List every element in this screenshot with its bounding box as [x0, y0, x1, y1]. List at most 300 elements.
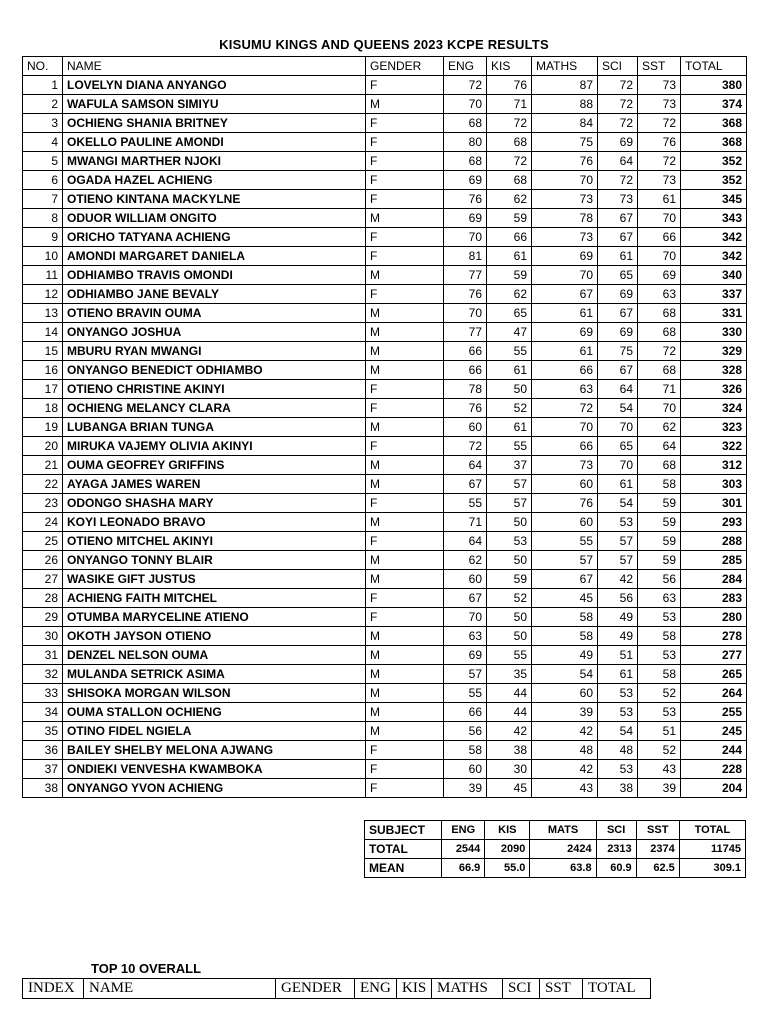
cell-total: 204 — [681, 779, 747, 798]
cell-kis: 52 — [487, 589, 532, 608]
cell-kis: 55 — [487, 437, 532, 456]
table-row — [23, 589, 747, 608]
summary-total-eng: 2544 — [442, 840, 485, 859]
cell-name: OTINO FIDEL NGIELA — [63, 722, 366, 741]
cell-sst: 70 — [638, 209, 681, 228]
cell-maths: 87 — [532, 76, 598, 95]
table-row — [23, 703, 747, 722]
cell-gender: M — [366, 570, 444, 589]
cell-no: 11 — [23, 266, 63, 285]
top10-table — [22, 978, 651, 999]
cell-sst: 68 — [638, 323, 681, 342]
cell-sci: 61 — [598, 475, 638, 494]
cell-eng: 71 — [444, 513, 487, 532]
cell-kis: 37 — [487, 456, 532, 475]
cell-maths: 70 — [532, 418, 598, 437]
cell-no: 2 — [23, 95, 63, 114]
cell-sst: 53 — [638, 703, 681, 722]
cell-sst: 52 — [638, 741, 681, 760]
cell-no: 7 — [23, 190, 63, 209]
cell-sst: 70 — [638, 399, 681, 418]
cell-name: ORICHO TATYANA ACHIENG — [63, 228, 366, 247]
cell-kis: 47 — [487, 323, 532, 342]
summary-mean-mats: 63.8 — [530, 859, 596, 878]
cell-sst: 39 — [638, 779, 681, 798]
cell-eng: 66 — [444, 342, 487, 361]
table-row — [23, 779, 747, 798]
col-header-total: TOTAL — [681, 57, 747, 76]
cell-total: 368 — [681, 133, 747, 152]
cell-no: 9 — [23, 228, 63, 247]
cell-sci: 67 — [598, 228, 638, 247]
cell-sci: 49 — [598, 627, 638, 646]
cell-total: 255 — [681, 703, 747, 722]
table-row — [23, 76, 747, 95]
cell-eng: 77 — [444, 323, 487, 342]
subject-summary-table — [364, 820, 746, 878]
table-row — [23, 171, 747, 190]
table-row — [23, 247, 747, 266]
cell-maths: 78 — [532, 209, 598, 228]
cell-eng: 70 — [444, 304, 487, 323]
cell-sst: 68 — [638, 304, 681, 323]
cell-eng: 57 — [444, 665, 487, 684]
table-row — [23, 418, 747, 437]
table-row — [23, 551, 747, 570]
table-row — [23, 494, 747, 513]
cell-maths: 66 — [532, 437, 598, 456]
cell-no: 15 — [23, 342, 63, 361]
summary-total-label: TOTAL — [365, 840, 442, 859]
cell-no: 12 — [23, 285, 63, 304]
table-row — [23, 475, 747, 494]
cell-total: 343 — [681, 209, 747, 228]
summary-header-kis: KIS — [485, 821, 530, 840]
top10-col-maths: MATHS — [432, 979, 503, 999]
cell-maths: 55 — [532, 532, 598, 551]
cell-total: 264 — [681, 684, 747, 703]
table-row — [23, 665, 747, 684]
cell-total: 303 — [681, 475, 747, 494]
cell-maths: 42 — [532, 760, 598, 779]
table-row — [23, 570, 747, 589]
cell-name: ODONGO SHASHA MARY — [63, 494, 366, 513]
summary-total-total: 11745 — [679, 840, 745, 859]
cell-kis: 59 — [487, 570, 532, 589]
table-row — [23, 437, 747, 456]
cell-gender: M — [366, 551, 444, 570]
col-header-maths: MATHS — [532, 57, 598, 76]
cell-gender: F — [366, 760, 444, 779]
cell-eng: 55 — [444, 684, 487, 703]
cell-kis: 35 — [487, 665, 532, 684]
cell-no: 31 — [23, 646, 63, 665]
table-row — [23, 646, 747, 665]
col-header-kis: KIS — [487, 57, 532, 76]
cell-total: 330 — [681, 323, 747, 342]
cell-gender: F — [366, 494, 444, 513]
cell-gender: M — [366, 323, 444, 342]
cell-sst: 53 — [638, 646, 681, 665]
cell-sst: 69 — [638, 266, 681, 285]
cell-name: OGADA HAZEL ACHIENG — [63, 171, 366, 190]
cell-kis: 59 — [487, 209, 532, 228]
cell-maths: 72 — [532, 399, 598, 418]
cell-total: 368 — [681, 114, 747, 133]
table-row — [23, 380, 747, 399]
cell-sst: 63 — [638, 589, 681, 608]
cell-kis: 72 — [487, 114, 532, 133]
summary-mean-label: MEAN — [365, 859, 442, 878]
cell-kis: 59 — [487, 266, 532, 285]
cell-name: LOVELYN DIANA ANYANGO — [63, 76, 366, 95]
cell-name: OKOTH JAYSON OTIENO — [63, 627, 366, 646]
cell-sci: 75 — [598, 342, 638, 361]
cell-sst: 59 — [638, 494, 681, 513]
cell-eng: 69 — [444, 171, 487, 190]
cell-sci: 70 — [598, 418, 638, 437]
cell-eng: 70 — [444, 608, 487, 627]
cell-maths: 58 — [532, 627, 598, 646]
cell-sst: 73 — [638, 76, 681, 95]
cell-sst: 43 — [638, 760, 681, 779]
cell-kis: 55 — [487, 646, 532, 665]
cell-maths: 69 — [532, 247, 598, 266]
cell-gender: F — [366, 171, 444, 190]
cell-maths: 75 — [532, 133, 598, 152]
cell-gender: F — [366, 285, 444, 304]
top10-col-sci: SCI — [503, 979, 540, 999]
cell-sci: 53 — [598, 513, 638, 532]
cell-no: 37 — [23, 760, 63, 779]
cell-sci: 53 — [598, 760, 638, 779]
cell-eng: 69 — [444, 209, 487, 228]
cell-sst: 72 — [638, 152, 681, 171]
cell-eng: 68 — [444, 114, 487, 133]
cell-sst: 71 — [638, 380, 681, 399]
cell-no: 17 — [23, 380, 63, 399]
cell-sci: 42 — [598, 570, 638, 589]
cell-sci: 69 — [598, 133, 638, 152]
cell-name: AYAGA JAMES WAREN — [63, 475, 366, 494]
cell-gender: F — [366, 741, 444, 760]
cell-name: OTIENO CHRISTINE AKINYI — [63, 380, 366, 399]
cell-name: LUBANGA BRIAN TUNGA — [63, 418, 366, 437]
cell-total: 374 — [681, 95, 747, 114]
cell-sci: 61 — [598, 665, 638, 684]
cell-gender: M — [366, 361, 444, 380]
cell-sst: 58 — [638, 627, 681, 646]
cell-eng: 70 — [444, 95, 487, 114]
cell-eng: 63 — [444, 627, 487, 646]
cell-sci: 65 — [598, 437, 638, 456]
top10-title: TOP 10 OVERALL — [91, 961, 202, 976]
table-row — [23, 209, 747, 228]
cell-eng: 77 — [444, 266, 487, 285]
top10-col-kis: KIS — [397, 979, 432, 999]
cell-maths: 67 — [532, 570, 598, 589]
cell-name: MIRUKA VAJEMY OLIVIA AKINYI — [63, 437, 366, 456]
cell-kis: 72 — [487, 152, 532, 171]
cell-no: 16 — [23, 361, 63, 380]
table-row — [23, 513, 747, 532]
table-row — [23, 95, 747, 114]
cell-total: 283 — [681, 589, 747, 608]
summary-total-sst: 2374 — [636, 840, 679, 859]
cell-kis: 30 — [487, 760, 532, 779]
cell-gender: F — [366, 133, 444, 152]
cell-sci: 67 — [598, 209, 638, 228]
summary-header-eng: ENG — [442, 821, 485, 840]
table-row — [23, 741, 747, 760]
cell-sci: 54 — [598, 399, 638, 418]
cell-no: 22 — [23, 475, 63, 494]
summary-total-row — [365, 840, 746, 859]
table-row — [23, 760, 747, 779]
cell-eng: 72 — [444, 437, 487, 456]
cell-kis: 71 — [487, 95, 532, 114]
table-row — [23, 608, 747, 627]
cell-sst: 53 — [638, 608, 681, 627]
cell-name: ONYANGO JOSHUA — [63, 323, 366, 342]
cell-gender: M — [366, 513, 444, 532]
cell-no: 5 — [23, 152, 63, 171]
cell-gender: M — [366, 95, 444, 114]
cell-total: 293 — [681, 513, 747, 532]
cell-sst: 62 — [638, 418, 681, 437]
cell-sst: 76 — [638, 133, 681, 152]
cell-name: OTIENO MITCHEL AKINYI — [63, 532, 366, 551]
cell-total: 342 — [681, 247, 747, 266]
table-row — [23, 228, 747, 247]
cell-kis: 68 — [487, 133, 532, 152]
cell-name: ACHIENG FAITH MITCHEL — [63, 589, 366, 608]
cell-kis: 57 — [487, 494, 532, 513]
cell-sci: 53 — [598, 684, 638, 703]
summary-total-kis: 2090 — [485, 840, 530, 859]
cell-name: ONYANGO BENEDICT ODHIAMBO — [63, 361, 366, 380]
cell-maths: 73 — [532, 456, 598, 475]
cell-sst: 68 — [638, 361, 681, 380]
cell-maths: 54 — [532, 665, 598, 684]
table-row — [23, 684, 747, 703]
cell-no: 26 — [23, 551, 63, 570]
cell-sci: 54 — [598, 722, 638, 741]
cell-total: 329 — [681, 342, 747, 361]
cell-eng: 68 — [444, 152, 487, 171]
cell-total: 245 — [681, 722, 747, 741]
cell-sci: 72 — [598, 76, 638, 95]
col-header-sst: SST — [638, 57, 681, 76]
cell-no: 18 — [23, 399, 63, 418]
cell-eng: 60 — [444, 760, 487, 779]
cell-gender: F — [366, 532, 444, 551]
cell-sst: 51 — [638, 722, 681, 741]
cell-sst: 73 — [638, 95, 681, 114]
cell-eng: 72 — [444, 76, 487, 95]
cell-eng: 67 — [444, 475, 487, 494]
top10-col-gender: GENDER — [276, 979, 355, 999]
cell-sst: 56 — [638, 570, 681, 589]
cell-sst: 59 — [638, 532, 681, 551]
cell-no: 6 — [23, 171, 63, 190]
summary-mean-eng: 66.9 — [442, 859, 485, 878]
cell-kis: 76 — [487, 76, 532, 95]
cell-sst: 64 — [638, 437, 681, 456]
summary-total-mats: 2424 — [530, 840, 596, 859]
cell-total: 352 — [681, 171, 747, 190]
table-row — [23, 361, 747, 380]
cell-no: 30 — [23, 627, 63, 646]
cell-no: 13 — [23, 304, 63, 323]
cell-gender: F — [366, 589, 444, 608]
summary-header-total: TOTAL — [679, 821, 745, 840]
cell-sst: 70 — [638, 247, 681, 266]
cell-no: 28 — [23, 589, 63, 608]
cell-sci: 70 — [598, 456, 638, 475]
cell-total: 265 — [681, 665, 747, 684]
cell-name: OTIENO KINTANA MACKYLNE — [63, 190, 366, 209]
table-row — [23, 399, 747, 418]
cell-maths: 43 — [532, 779, 598, 798]
table-row — [23, 133, 747, 152]
cell-eng: 70 — [444, 228, 487, 247]
cell-eng: 58 — [444, 741, 487, 760]
cell-maths: 45 — [532, 589, 598, 608]
summary-mean-row — [365, 859, 746, 878]
cell-kis: 44 — [487, 703, 532, 722]
summary-mean-sst: 62.5 — [636, 859, 679, 878]
cell-sci: 67 — [598, 361, 638, 380]
cell-sci: 49 — [598, 608, 638, 627]
cell-gender: F — [366, 608, 444, 627]
table-row — [23, 323, 747, 342]
cell-sci: 53 — [598, 703, 638, 722]
cell-sst: 59 — [638, 513, 681, 532]
cell-kis: 66 — [487, 228, 532, 247]
cell-maths: 39 — [532, 703, 598, 722]
cell-no: 33 — [23, 684, 63, 703]
cell-maths: 66 — [532, 361, 598, 380]
cell-total: 337 — [681, 285, 747, 304]
cell-maths: 60 — [532, 684, 598, 703]
cell-name: OCHIENG MELANCY CLARA — [63, 399, 366, 418]
results-table — [22, 56, 747, 798]
cell-total: 324 — [681, 399, 747, 418]
cell-name: SHISOKA MORGAN WILSON — [63, 684, 366, 703]
cell-sst: 61 — [638, 190, 681, 209]
cell-name: ONYANGO YVON ACHIENG — [63, 779, 366, 798]
cell-gender: F — [366, 779, 444, 798]
cell-sci: 65 — [598, 266, 638, 285]
cell-name: ODHIAMBO JANE BEVALY — [63, 285, 366, 304]
cell-sst: 73 — [638, 171, 681, 190]
cell-eng: 69 — [444, 646, 487, 665]
summary-mean-total: 309.1 — [679, 859, 745, 878]
col-header-sci: SCI — [598, 57, 638, 76]
cell-sci: 72 — [598, 95, 638, 114]
cell-name: ODHIAMBO TRAVIS OMONDI — [63, 266, 366, 285]
cell-total: 345 — [681, 190, 747, 209]
cell-total: 244 — [681, 741, 747, 760]
cell-no: 1 — [23, 76, 63, 95]
cell-kis: 44 — [487, 684, 532, 703]
summary-header-row — [365, 821, 746, 840]
cell-no: 24 — [23, 513, 63, 532]
cell-eng: 80 — [444, 133, 487, 152]
cell-no: 19 — [23, 418, 63, 437]
cell-eng: 78 — [444, 380, 487, 399]
cell-kis: 57 — [487, 475, 532, 494]
cell-maths: 70 — [532, 266, 598, 285]
cell-maths: 69 — [532, 323, 598, 342]
cell-maths: 58 — [532, 608, 598, 627]
cell-sci: 51 — [598, 646, 638, 665]
cell-gender: F — [366, 399, 444, 418]
cell-maths: 73 — [532, 190, 598, 209]
cell-sci: 56 — [598, 589, 638, 608]
cell-name: WAFULA SAMSON SIMIYU — [63, 95, 366, 114]
cell-eng: 39 — [444, 779, 487, 798]
cell-name: MULANDA SETRICK ASIMA — [63, 665, 366, 684]
summary-header-subject: SUBJECT — [365, 821, 442, 840]
cell-name: OUMA GEOFREY GRIFFINS — [63, 456, 366, 475]
cell-sst: 58 — [638, 475, 681, 494]
cell-total: 331 — [681, 304, 747, 323]
cell-sci: 72 — [598, 114, 638, 133]
cell-no: 4 — [23, 133, 63, 152]
cell-maths: 67 — [532, 285, 598, 304]
cell-kis: 61 — [487, 361, 532, 380]
cell-sci: 54 — [598, 494, 638, 513]
cell-kis: 50 — [487, 380, 532, 399]
cell-gender: F — [366, 152, 444, 171]
cell-maths: 70 — [532, 171, 598, 190]
cell-gender: F — [366, 76, 444, 95]
cell-maths: 60 — [532, 475, 598, 494]
top10-col-total: TOTAL — [583, 979, 651, 999]
cell-sst: 63 — [638, 285, 681, 304]
cell-sst: 72 — [638, 342, 681, 361]
cell-gender: M — [366, 456, 444, 475]
cell-total: 380 — [681, 76, 747, 95]
table-row — [23, 114, 747, 133]
summary-header-sst: SST — [636, 821, 679, 840]
cell-sst: 72 — [638, 114, 681, 133]
page-title: KISUMU KINGS AND QUEENS 2023 KCPE RESULTS — [219, 37, 549, 52]
cell-gender: F — [366, 247, 444, 266]
cell-kis: 50 — [487, 513, 532, 532]
cell-name: WASIKE GIFT JUSTUS — [63, 570, 366, 589]
cell-total: 322 — [681, 437, 747, 456]
cell-kis: 50 — [487, 608, 532, 627]
cell-eng: 66 — [444, 361, 487, 380]
cell-sst: 52 — [638, 684, 681, 703]
cell-total: 280 — [681, 608, 747, 627]
table-row — [23, 266, 747, 285]
cell-no: 21 — [23, 456, 63, 475]
cell-kis: 55 — [487, 342, 532, 361]
cell-kis: 53 — [487, 532, 532, 551]
cell-no: 32 — [23, 665, 63, 684]
cell-sci: 64 — [598, 380, 638, 399]
cell-kis: 50 — [487, 551, 532, 570]
cell-kis: 65 — [487, 304, 532, 323]
cell-eng: 81 — [444, 247, 487, 266]
cell-no: 25 — [23, 532, 63, 551]
cell-no: 38 — [23, 779, 63, 798]
summary-total-sci: 2313 — [596, 840, 636, 859]
